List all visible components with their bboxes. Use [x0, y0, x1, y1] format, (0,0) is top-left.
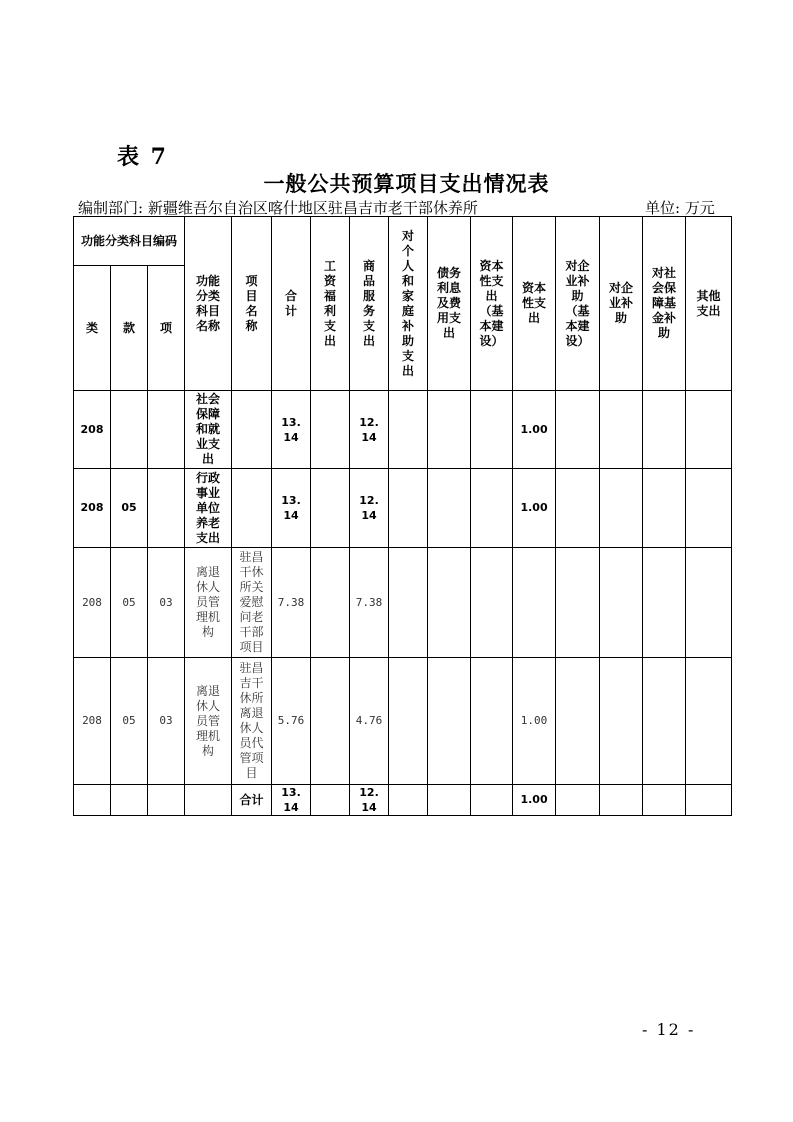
- cell-other: [686, 548, 732, 658]
- cell-lei: 208: [74, 391, 111, 469]
- cell-enterprise: [600, 469, 643, 548]
- header-row-1: [74, 217, 732, 266]
- cell-proj-name: [232, 469, 272, 548]
- cell-enterprise: [600, 785, 643, 816]
- cell-lei: [74, 785, 111, 816]
- page-title: 一般公共预算项目支出情况表: [263, 171, 550, 196]
- header-enterprise: 对企业补助: [600, 217, 643, 391]
- cell-total: 13.14: [272, 469, 311, 548]
- header-social-fund: 对社会保障基金补助: [643, 217, 686, 391]
- header-capital: 资本性支出: [513, 217, 556, 391]
- cell-social-fund: [643, 391, 686, 469]
- page-number: - 12 -: [642, 1020, 696, 1039]
- cell-kuan: 05: [111, 469, 148, 548]
- cell-personal: [389, 391, 428, 469]
- header-debt: 债务利息及费用支出: [428, 217, 471, 391]
- budget-table: [73, 216, 732, 816]
- cell-kuan: 05: [111, 548, 148, 658]
- cell-wage: [311, 658, 350, 785]
- cell-lei: 208: [74, 658, 111, 785]
- header-total: 合计: [272, 217, 311, 391]
- cell-social-fund: [643, 658, 686, 785]
- cell-other: [686, 391, 732, 469]
- total-row: [74, 785, 732, 816]
- header-capital-base: 资本性支出（基本建设）: [471, 217, 513, 391]
- cell-debt: [428, 658, 471, 785]
- cell-kuan: 05: [111, 658, 148, 785]
- cell-capital-base: [471, 469, 513, 548]
- cell-wage: [311, 469, 350, 548]
- table-row: [74, 658, 732, 785]
- cell-wage: [311, 548, 350, 658]
- cell-enterprise-base: [556, 391, 600, 469]
- cell-capital: [513, 548, 556, 658]
- cell-debt: [428, 785, 471, 816]
- cell-xiang: [148, 469, 185, 548]
- cell-xiang: 03: [148, 548, 185, 658]
- cell-enterprise-base: [556, 548, 600, 658]
- cell-enterprise-base: [556, 469, 600, 548]
- cell-capital: 1.00: [513, 469, 556, 548]
- cell-func-name: 离退休人员管理机构: [185, 658, 232, 785]
- cell-social-fund: [643, 469, 686, 548]
- cell-debt: [428, 548, 471, 658]
- cell-other: [686, 658, 732, 785]
- cell-enterprise: [600, 658, 643, 785]
- cell-func-name: 社会保障和就业支出: [185, 391, 232, 469]
- cell-lei: 208: [74, 548, 111, 658]
- cell-capital-base: [471, 785, 513, 816]
- cell-personal: [389, 548, 428, 658]
- cell-proj-name: 驻昌干休所关爱慰问老干部项目: [232, 548, 272, 658]
- header-xiang: 项: [148, 266, 185, 391]
- cell-goods: 7.38: [350, 548, 389, 658]
- cell-lei: 208: [74, 469, 111, 548]
- cell-goods: 12.14: [350, 391, 389, 469]
- cell-capital: 1.00: [513, 391, 556, 469]
- table-row: [74, 469, 732, 548]
- total-label: 合计: [232, 785, 272, 816]
- table-row: [74, 548, 732, 658]
- cell-kuan: [111, 785, 148, 816]
- header-function-name: 功能分类科目名称: [185, 217, 232, 391]
- cell-total: 13.14: [272, 391, 311, 469]
- cell-total: 5.76: [272, 658, 311, 785]
- cell-xiang: [148, 785, 185, 816]
- cell-enterprise-base: [556, 785, 600, 816]
- cell-other: [686, 785, 732, 816]
- cell-capital-base: [471, 548, 513, 658]
- table-number: 表 7: [117, 144, 168, 170]
- cell-capital: 1.00: [513, 658, 556, 785]
- cell-capital-base: [471, 391, 513, 469]
- cell-other: [686, 469, 732, 548]
- cell-social-fund: [643, 548, 686, 658]
- cell-proj-name: [232, 391, 272, 469]
- cell-kuan: [111, 391, 148, 469]
- cell-capital-base: [471, 658, 513, 785]
- cell-debt: [428, 391, 471, 469]
- unit-label: 单位: 万元: [645, 199, 715, 217]
- header-kuan: 款: [111, 266, 148, 391]
- cell-goods: 12.14: [350, 785, 389, 816]
- cell-func-name: [185, 785, 232, 816]
- cell-total: 13.14: [272, 785, 311, 816]
- cell-xiang: [148, 391, 185, 469]
- cell-proj-name: 驻昌吉干休所离退休人员代管项目: [232, 658, 272, 785]
- cell-debt: [428, 469, 471, 548]
- header-function-code: 功能分类科目编码: [74, 217, 185, 266]
- cell-enterprise: [600, 548, 643, 658]
- cell-enterprise: [600, 391, 643, 469]
- cell-func-name: 行政事业单位养老支出: [185, 469, 232, 548]
- cell-xiang: 03: [148, 658, 185, 785]
- cell-wage: [311, 391, 350, 469]
- header-enterprise-base: 对企业补助（基本建设）: [556, 217, 600, 391]
- header-other: 其他支出: [686, 217, 732, 391]
- cell-func-name: 离退休人员管理机构: [185, 548, 232, 658]
- table-row: [74, 391, 732, 469]
- header-project-name: 项目名称: [232, 217, 272, 391]
- cell-personal: [389, 658, 428, 785]
- cell-social-fund: [643, 785, 686, 816]
- cell-personal: [389, 469, 428, 548]
- cell-enterprise-base: [556, 658, 600, 785]
- header-lei: 类: [74, 266, 111, 391]
- cell-goods: 12.14: [350, 469, 389, 548]
- header-personal: 对个人和家庭补助支出: [389, 217, 428, 391]
- cell-personal: [389, 785, 428, 816]
- cell-capital: 1.00: [513, 785, 556, 816]
- cell-total: 7.38: [272, 548, 311, 658]
- department-label: 编制部门: 新疆维吾尔自治区喀什地区驻昌吉市老干部休养所: [78, 199, 478, 217]
- cell-goods: 4.76: [350, 658, 389, 785]
- header-wage: 工资福利支出: [311, 217, 350, 391]
- header-goods: 商品服务支出: [350, 217, 389, 391]
- cell-wage: [311, 785, 350, 816]
